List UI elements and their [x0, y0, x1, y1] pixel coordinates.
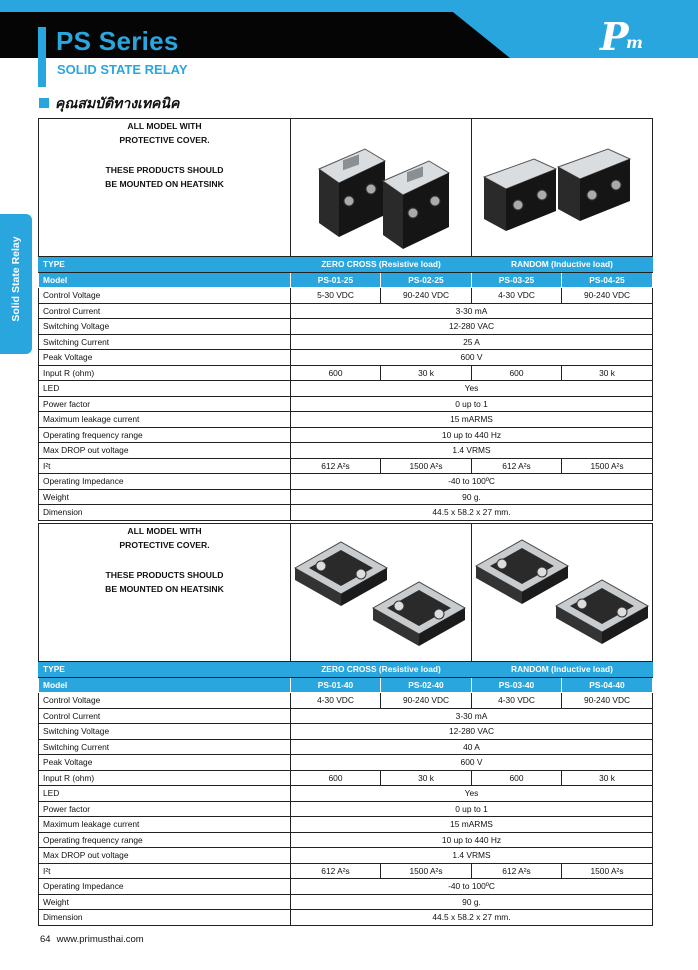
table-row: [39, 832, 653, 848]
table-row: [39, 427, 653, 443]
photo-row: [39, 524, 653, 662]
page-footer: [40, 934, 144, 945]
series-title: PS Series: [56, 26, 179, 56]
table-row: [39, 770, 653, 786]
model-row: [39, 677, 653, 693]
value-cell: 25 A: [291, 334, 653, 350]
value-cell: 90-240 VDC: [381, 693, 472, 709]
notes-cell: [39, 524, 291, 662]
value-cell: 612 A²s: [472, 863, 562, 879]
row-label: Peak Voltage: [39, 755, 291, 771]
table-row: [39, 848, 653, 864]
value-cell: 1500 A²s: [381, 458, 472, 474]
type-label: TYPE: [39, 662, 291, 678]
top-accent-bar: [0, 0, 698, 12]
row-label: Weight: [39, 489, 291, 505]
value-cell: 44.5 x 58.2 x 27 mm.: [291, 505, 653, 521]
section-title: [39, 93, 179, 115]
table-row: [39, 319, 653, 335]
value-cell: 1500 A²s: [562, 458, 653, 474]
value-cell: Yes: [291, 381, 653, 397]
side-tab: [0, 214, 32, 354]
value-cell: 40 A: [291, 739, 653, 755]
group-zero-cross: ZERO CROSS (Resistive load): [291, 257, 472, 273]
model-cell: PS-04-25: [562, 272, 653, 288]
value-cell: 90 g.: [291, 894, 653, 910]
row-label: Input R (ohm): [39, 770, 291, 786]
note-line: ALL MODEL WITH: [127, 526, 202, 536]
footer-url[interactable]: www.primusthai.com: [56, 934, 144, 945]
table-row: [39, 396, 653, 412]
value-cell: 90-240 VDC: [562, 693, 653, 709]
table-row: [39, 458, 653, 474]
value-cell: 1500 A²s: [381, 863, 472, 879]
table-row: [39, 334, 653, 350]
value-cell: 12-280 VAC: [291, 319, 653, 335]
value-cell: 15 mARMS: [291, 412, 653, 428]
value-cell: 1.4 VRMS: [291, 848, 653, 864]
logo-letter-p: P: [600, 14, 629, 59]
row-label: Max DROP out voltage: [39, 443, 291, 459]
value-cell: 600: [291, 365, 381, 381]
table-row: [39, 489, 653, 505]
value-cell: 15 mARMS: [291, 817, 653, 833]
relay-photo-random-40: [472, 524, 653, 662]
value-cell: 30 k: [562, 365, 653, 381]
table-row: [39, 303, 653, 319]
value-cell: 1500 A²s: [562, 863, 653, 879]
value-cell: 30 k: [562, 770, 653, 786]
relay-40a-photo-a: [291, 524, 471, 661]
group-random: RANDOM (Inductive load): [472, 257, 653, 273]
value-cell: -40 to 100ºC: [291, 879, 653, 895]
value-cell: 30 k: [381, 770, 472, 786]
value-cell: 4-30 VDC: [472, 288, 562, 304]
row-label: Max DROP out voltage: [39, 848, 291, 864]
relay-25a-photo-b: [472, 119, 652, 256]
value-cell: 4-30 VDC: [472, 693, 562, 709]
model-cell: PS-01-40: [291, 677, 381, 693]
value-cell: 4-30 VDC: [291, 693, 381, 709]
note-line: PROTECTIVE COVER.: [119, 540, 210, 550]
value-cell: 612 A²s: [472, 458, 562, 474]
type-row: [39, 662, 653, 678]
group-random: RANDOM (Inductive load): [472, 662, 653, 678]
value-cell: 12-280 VAC: [291, 724, 653, 740]
section-title-text: คุณสมบัติทางเทคนิค: [55, 95, 180, 111]
relay-photo-random-25: [472, 119, 653, 257]
value-cell: 600 V: [291, 755, 653, 771]
row-label: Switching Voltage: [39, 319, 291, 335]
group-zero-cross: ZERO CROSS (Resistive load): [291, 662, 472, 678]
value-cell: 30 k: [381, 365, 472, 381]
relay-25a-photo-a: [291, 119, 471, 256]
table-row: [39, 755, 653, 771]
model-row: [39, 272, 653, 288]
relay-40a-photo-b: [472, 524, 652, 661]
table-row: [39, 693, 653, 709]
page-number: 64: [40, 934, 51, 945]
row-label: Operating frequency range: [39, 832, 291, 848]
table-row: [39, 412, 653, 428]
type-label: TYPE: [39, 257, 291, 273]
row-label: Operating Impedance: [39, 879, 291, 895]
row-label: Dimension: [39, 505, 291, 521]
value-cell: 600: [472, 770, 562, 786]
value-cell: 90-240 VDC: [381, 288, 472, 304]
spec-table-25a: [38, 118, 653, 521]
side-tab-label: Solid State Relay: [10, 236, 22, 322]
table-row: [39, 505, 653, 521]
spec-table-40a: [38, 523, 653, 926]
series-subtitle: SOLID STATE RELAY: [57, 62, 188, 77]
value-cell: 10 up to 440 Hz: [291, 832, 653, 848]
table-row: [39, 350, 653, 366]
value-cell: 600 V: [291, 350, 653, 366]
value-cell: 0 up to 1: [291, 396, 653, 412]
value-cell: Yes: [291, 786, 653, 802]
table-row: [39, 365, 653, 381]
row-label: Maximum leakage current: [39, 412, 291, 428]
header-accent-stripe: [38, 27, 46, 87]
value-cell: -40 to 100ºC: [291, 474, 653, 490]
note-line: THESE PRODUCTS SHOULD: [105, 165, 224, 175]
row-label: Maximum leakage current: [39, 817, 291, 833]
model-cell: PS-03-25: [472, 272, 562, 288]
table-row: [39, 724, 653, 740]
value-cell: 600: [472, 365, 562, 381]
row-label: Control Voltage: [39, 288, 291, 304]
row-label: Weight: [39, 894, 291, 910]
note-line: ALL MODEL WITH: [127, 121, 202, 131]
table-row: [39, 863, 653, 879]
row-label: Peak Voltage: [39, 350, 291, 366]
row-label: Control Voltage: [39, 693, 291, 709]
note-line: BE MOUNTED ON HEATSINK: [105, 179, 224, 189]
table-row: [39, 894, 653, 910]
row-label: Input R (ohm): [39, 365, 291, 381]
value-cell: 612 A²s: [291, 863, 381, 879]
row-label: Control Current: [39, 303, 291, 319]
note-line: [39, 552, 290, 568]
value-cell: 600: [291, 770, 381, 786]
model-cell: PS-04-40: [562, 677, 653, 693]
note-line: [39, 147, 290, 163]
row-label: Switching Voltage: [39, 724, 291, 740]
table-row: [39, 739, 653, 755]
brand-logo: [598, 14, 656, 59]
row-label: Power factor: [39, 396, 291, 412]
row-label: Switching Current: [39, 739, 291, 755]
row-label: LED: [39, 786, 291, 802]
value-cell: 612 A²s: [291, 458, 381, 474]
row-label: Operating frequency range: [39, 427, 291, 443]
relay-photo-zero-cross-40: [291, 524, 472, 662]
row-label: LED: [39, 381, 291, 397]
value-cell: 10 up to 440 Hz: [291, 427, 653, 443]
note-line: THESE PRODUCTS SHOULD: [105, 570, 224, 580]
row-label: Operating Impedance: [39, 474, 291, 490]
model-cell: PS-02-25: [381, 272, 472, 288]
note-line: BE MOUNTED ON HEATSINK: [105, 584, 224, 594]
value-cell: 5-30 VDC: [291, 288, 381, 304]
table-row: [39, 474, 653, 490]
value-cell: 3-30 mA: [291, 708, 653, 724]
logo-letter-m: m: [626, 33, 643, 52]
section-square-icon: [39, 98, 49, 108]
table-row: [39, 879, 653, 895]
row-label: Switching Current: [39, 334, 291, 350]
model-label: Model: [39, 272, 291, 288]
relay-photo-zero-cross-25: [291, 119, 472, 257]
value-cell: 3-30 mA: [291, 303, 653, 319]
note-line: PROTECTIVE COVER.: [119, 135, 210, 145]
model-cell: PS-03-40: [472, 677, 562, 693]
notes-cell: [39, 119, 291, 257]
value-cell: 0 up to 1: [291, 801, 653, 817]
table-row: [39, 381, 653, 397]
table-row: [39, 910, 653, 926]
photo-row: [39, 119, 653, 257]
table-row: [39, 817, 653, 833]
table-row: [39, 786, 653, 802]
type-row: [39, 257, 653, 273]
row-label: Control Current: [39, 708, 291, 724]
row-label: Dimension: [39, 910, 291, 926]
table-row: [39, 443, 653, 459]
model-label: Model: [39, 677, 291, 693]
model-cell: PS-01-25: [291, 272, 381, 288]
row-label: Power factor: [39, 801, 291, 817]
table-row: [39, 708, 653, 724]
value-cell: 1.4 VRMS: [291, 443, 653, 459]
value-cell: 90-240 VDC: [562, 288, 653, 304]
table-row: [39, 288, 653, 304]
model-cell: PS-02-40: [381, 677, 472, 693]
row-label: I²t: [39, 458, 291, 474]
value-cell: 44.5 x 58.2 x 27 mm.: [291, 910, 653, 926]
table-row: [39, 801, 653, 817]
row-label: I²t: [39, 863, 291, 879]
value-cell: 90 g.: [291, 489, 653, 505]
